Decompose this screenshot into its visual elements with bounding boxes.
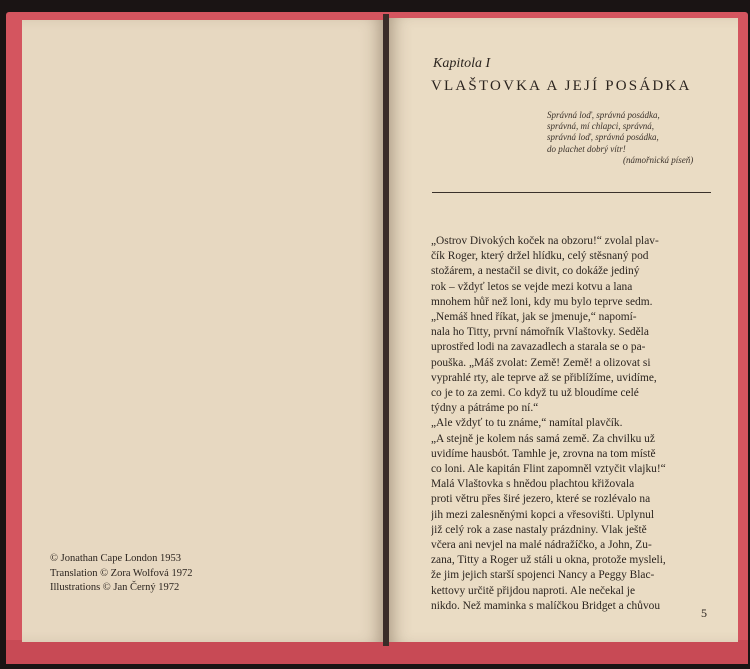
body-text-line: vyprahlé rty, ale teprve až se přiblížíme, uvidíme, bbox=[431, 371, 657, 384]
body-text-line: „Nemáš hned říkat, jak se jmenuje,“ napomí- bbox=[431, 311, 637, 324]
body-text-line: kettovy určitě přijdou naproti. Ale nečekal je bbox=[431, 584, 636, 597]
chapter-body-text bbox=[431, 234, 715, 614]
left-page bbox=[22, 20, 384, 642]
book-cover-edge bbox=[6, 640, 748, 664]
body-text-line: „Ostrov Divokých koček na obzoru!“ zvolal plav- bbox=[431, 235, 659, 247]
body-text-line: proti větru přes širé jezero, které se rozlévalo na bbox=[431, 493, 651, 506]
epigraph bbox=[547, 110, 717, 166]
body-text-line: stožárem, a nestačil se divit, co dokáže jediný bbox=[431, 265, 640, 278]
book-gutter bbox=[383, 14, 389, 646]
epigraph-source: (námořnická píseň) bbox=[623, 154, 694, 165]
body-text-line: čík Roger, který držel hlídku, celý stěsnaný pod bbox=[431, 250, 649, 263]
body-text-line: nikdo. Než maminka s malíčkou Bridget a chůvou bbox=[431, 599, 661, 612]
body-text-line: mnohem hůř než loni, kdy mu bylo teprve sedm. bbox=[431, 295, 653, 308]
epigraph-line: do plachet dobrý vítr! bbox=[547, 143, 626, 154]
body-text-line: pouška. „Máš zvolat: Země! Země! a olizovat si bbox=[431, 356, 651, 369]
body-text-line: již celý rok a zase nastaly prázdniny. Vlak ještě bbox=[431, 523, 647, 536]
chapter-title: VLAŠTOVKA A JEJÍ POSÁDKA bbox=[431, 78, 692, 94]
copyright-block bbox=[50, 552, 300, 596]
copyright-line: Illustrations © Jan Černý 1972 bbox=[50, 582, 180, 593]
epigraph-line: Správná loď, správná posádka, bbox=[547, 110, 660, 120]
copyright-line: Translation © Zora Wolfová 1972 bbox=[50, 567, 193, 579]
body-text-line: uprostřed lodi na zavazadlech a starala se o pa- bbox=[431, 341, 646, 354]
body-text-line: Malá Vlaštovka s hnědou plachtou křižovala bbox=[431, 478, 635, 491]
body-text-line: uvidíme hausbót. Tamhle je, zrovna na tom místě bbox=[431, 447, 656, 460]
body-text-line: co loni. Ale kapitán Flint zapomněl vztyčit vlajku!“ bbox=[431, 463, 666, 476]
body-text-line: „A stejně je kolem nás samá země. Za chvilku už bbox=[431, 432, 655, 445]
copyright-line: © Jonathan Cape London 1953 bbox=[50, 553, 182, 564]
body-text-line: co je to za zemi. Co když tu už bloudíme celé bbox=[431, 387, 639, 400]
body-text-line: rok – vždyť letos se vejde mezi kotvu a lana bbox=[431, 280, 633, 293]
chapter-label: Kapitola I bbox=[433, 56, 491, 71]
body-text-line: včera ani nevjel na malé nádražíčko, a John, Zu- bbox=[431, 539, 652, 552]
body-text-line: „Ale vždyť to tu známe,“ namítal plavčík. bbox=[431, 417, 623, 430]
body-text-line: zana, Titty a Roger už stáli u okna, protože mysleli, bbox=[431, 554, 666, 567]
chapter-divider bbox=[432, 192, 711, 193]
body-text-line: nala ho Titty, první námořník Vlaštovky. Seděla bbox=[431, 326, 649, 339]
epigraph-line: správná, mí chlapci, správná, bbox=[547, 121, 654, 132]
body-text-line: jih mezi zalesněnými kopci a vřesovišti. Uplynul bbox=[431, 508, 655, 521]
page-number: 5 bbox=[701, 606, 707, 620]
epigraph-line: správná loď, správná posádka, bbox=[547, 132, 659, 143]
body-text-line: že jim jejich starší spojenci Nancy a Peggy Blac- bbox=[431, 569, 655, 582]
body-text-line: týdny a pátráme po ní.“ bbox=[431, 402, 539, 415]
